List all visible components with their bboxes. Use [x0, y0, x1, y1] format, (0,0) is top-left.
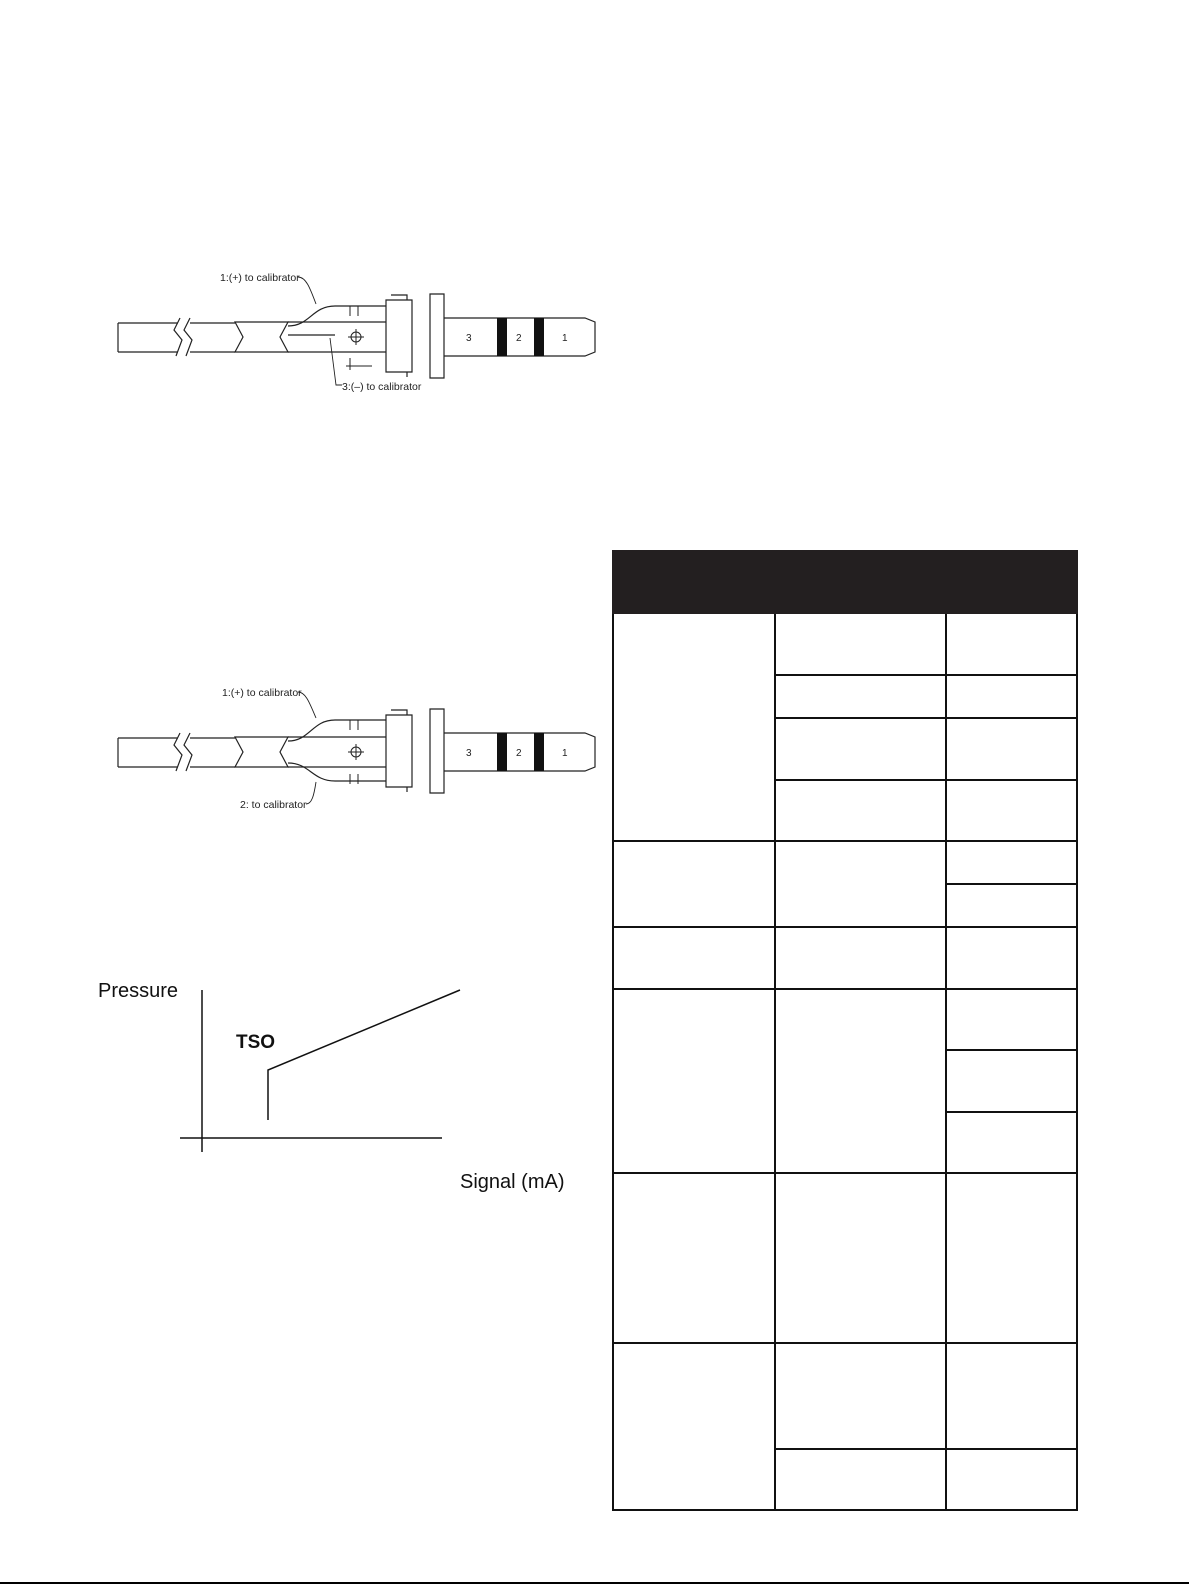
tso-label: TSO	[236, 1032, 276, 1053]
table-cell	[775, 613, 946, 675]
y-axis-label: Pressure	[98, 980, 179, 1002]
table-cell	[946, 613, 1077, 675]
page-bottom-rule	[0, 1582, 1189, 1584]
label-minus-top: 3:(–) to calibrator	[342, 381, 422, 393]
table-cell	[946, 1050, 1077, 1111]
plug-diagram-bottom	[110, 680, 610, 830]
table-row	[613, 841, 1077, 884]
table-cell	[613, 841, 775, 927]
ring-number-3-bottom: 3	[466, 748, 472, 759]
table-cell	[946, 1449, 1077, 1510]
ring-number-2-bottom: 2	[516, 748, 522, 759]
table-cell	[613, 989, 775, 1172]
table-header-row	[613, 551, 1077, 613]
table-row	[613, 989, 1077, 1050]
header-cell-1	[613, 551, 775, 613]
table-cell	[613, 1173, 775, 1343]
table-cell	[775, 675, 946, 718]
x-axis-label: Signal (mA)	[460, 1171, 565, 1193]
ring-number-1-top: 1	[562, 333, 568, 344]
table-cell	[946, 780, 1077, 841]
ring-number-2-top: 2	[516, 333, 522, 344]
table-row	[613, 1343, 1077, 1449]
table-row	[613, 613, 1077, 675]
pressure-curve	[268, 990, 460, 1120]
table-cell	[946, 841, 1077, 884]
header-cell-2	[775, 551, 946, 613]
table-cell	[946, 989, 1077, 1050]
table-cell	[613, 927, 775, 989]
table-cell	[946, 927, 1077, 989]
table-cell	[946, 675, 1077, 718]
table-cell	[775, 780, 946, 841]
table-cell	[775, 989, 946, 1172]
table-row	[613, 927, 1077, 989]
ring-number-3-top: 3	[466, 333, 472, 344]
table-cell	[946, 1343, 1077, 1449]
table-cell	[775, 1343, 946, 1449]
label-plus-bottom: 1:(+) to calibrator	[222, 687, 302, 699]
header-cell-3	[946, 551, 1077, 613]
table-cell	[613, 613, 775, 841]
table-cell	[946, 1112, 1077, 1173]
plug-diagram-top	[110, 260, 610, 410]
table-cell	[775, 927, 946, 989]
table-cell	[946, 1173, 1077, 1343]
table-cell	[775, 841, 946, 927]
table-row	[613, 1173, 1077, 1343]
label-plus-top: 1:(+) to calibrator	[220, 272, 300, 284]
table-cell	[775, 1173, 946, 1343]
ring-number-1-bottom: 1	[562, 748, 568, 759]
table-cell	[946, 884, 1077, 927]
table-cell	[613, 1343, 775, 1510]
table-cell	[775, 718, 946, 780]
data-table	[612, 550, 1078, 1511]
pressure-signal-graph	[90, 970, 590, 1200]
table-cell	[946, 718, 1077, 780]
table-cell	[775, 1449, 946, 1510]
label-two-bottom: 2: to calibrator	[240, 799, 307, 811]
